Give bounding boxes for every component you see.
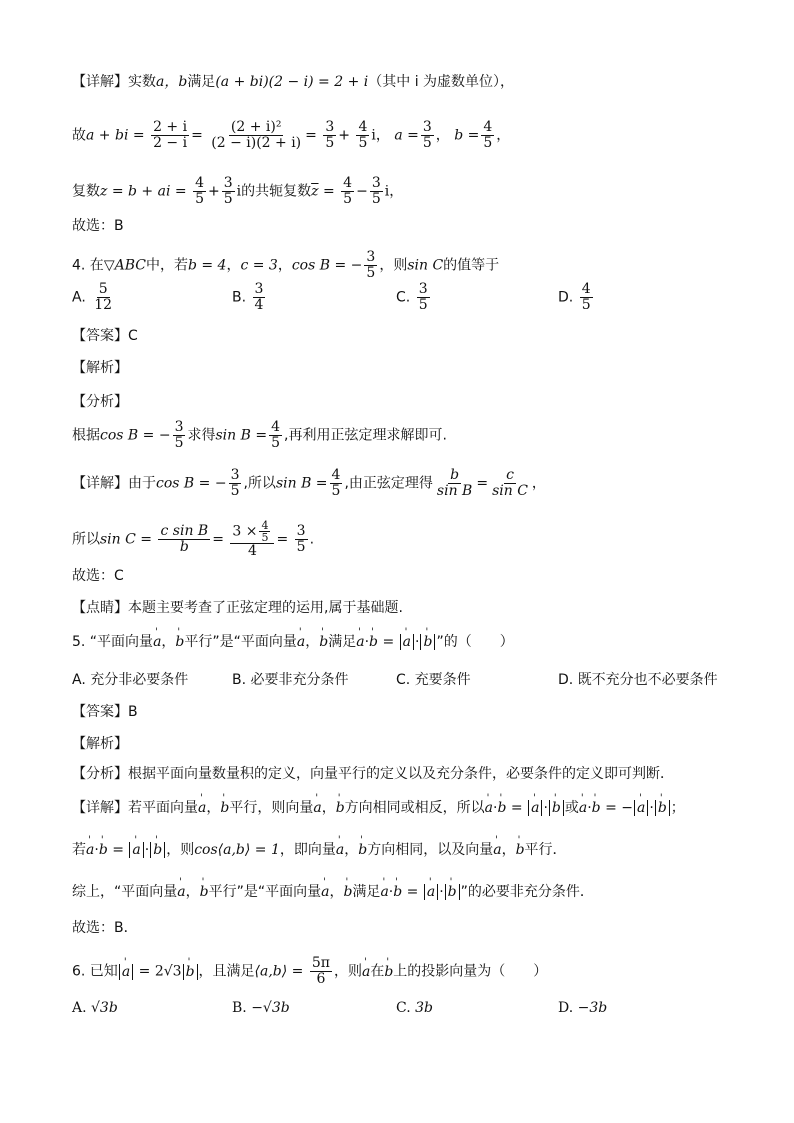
q4-option-d: D. $\frac{4}{5}$ [558, 281, 591, 313]
q5-summary: 综上，“平面向量' a，' b平行”是“平面向量' a，' b满足' a·' b = ' a · ' b ”的必要非充分条件． [72, 882, 594, 902]
line-2: 故a + bi = $\frac{2 + i}{2 - i}$ = $\frac{\text{(2 + i)²}}{(2 - i)(2 + i)}$ = $\frac{3}{5}$ + $\frac{4}{5}$ i， a = $\frac{3}{5}$ ， b = $\frac{4}{5}$ ， [72, 119, 511, 151]
q5-option-a: A. 充分非必要条件 [72, 672, 189, 688]
vars-ab: a，b [156, 74, 188, 90]
q6-option-a: A. √3b [72, 1000, 118, 1016]
fraction: $\frac{2 + i}{2 - i}$ [153, 119, 188, 151]
q5-detail-2: 若' a·' b = ' a · ' b ，则cos⟨a,b⟩ = 1，即向量' a，' b方向相同，以及向量' a，' b平行． [72, 840, 567, 860]
q5-option-c: C. 充要条件 [396, 672, 471, 688]
q4-option-c: C. $\frac{3}{5}$ [396, 281, 428, 313]
line-1: 【详解】实数a，b满足(a + bi)(2 − i) = 2 + i（其中 i 为虚数单位）， [72, 74, 515, 90]
fraction: $\frac{3}{5}$ [325, 119, 335, 151]
tag-detail: 【详解】 [72, 74, 128, 90]
fraction: $\frac{4}{5}$ [358, 119, 368, 151]
q4-answer: 【答案】C [72, 328, 138, 344]
q4-pick: 故选：C [72, 568, 124, 584]
q4-fenxi-text: 根据cos B = − $\frac{3}{5}$ 求得sin B = $\frac{4}{5}$ ,再利用正弦定理求解即可. [72, 419, 447, 451]
line-3: 复数z = b + ai = $\frac{4}{5}$ + $\frac{3}{5}$ i的共轭复数$\overline{z}$ = $\frac{4}{5}$ − $\frac{3}{5}$ i， [72, 175, 404, 207]
q5-option-d: D. 既不充分也不必要条件 [558, 672, 718, 688]
q4-jiexi: 【解析】 [72, 360, 128, 376]
q5-answer: 【答案】B [72, 704, 138, 720]
question-5: 5. “平面向量' a，' b平行”是“平面向量' a，' b满足' a·' b = ' a · ' b ”的（ ） [72, 632, 514, 652]
fraction: $\frac{\text{(2 + i)²}}{(2 - i)(2 + i)}$ [211, 119, 302, 151]
q4-option-b: B. $\frac{3}{4}$ [232, 281, 264, 313]
q5-pick: 故选：B． [72, 920, 138, 936]
question-4: 4. 在▽ABC中，若b = 4，c = 3，cos B = − $\frac{3}{5}$ ，则sin C的值等于 [72, 249, 500, 281]
q4-note: 【点睛】本题主要考查了正弦定理的运用,属于基础题. [72, 600, 403, 616]
question-6: 6. 已知 ' a = 2√3 ' b ，且满足⟨a,b⟩ = $\frac{5\pi}{6}$ ，则' a在' b上的投影向量为（ ） [72, 956, 547, 987]
q6-option-b: B. −√3b [232, 1000, 290, 1016]
q5-detail-1: 【详解】若平面向量' a，' b平行，则向量' a，' b方向相同或相反，所以' a·' b = ' a · ' b 或' a·' b = − ' a · ' b ； [72, 798, 685, 818]
q5-fenxi: 【分析】根据平面向量数量积的定义，向量平行的定义以及充分条件，必要条件的定义即可判断． [72, 766, 674, 782]
q6-option-c: C. 3b [396, 1000, 433, 1016]
q6-option-d: D. −3b [558, 1000, 608, 1016]
q4-so: 所以sin C = $\frac{\text{c sin B}}{b}$ = 3 × $\frac{4}{5}$ 4 = $\frac{3}{5}$ . [72, 519, 315, 559]
q4-option-a: A. $\frac{5}{12}$ [72, 281, 113, 313]
q4-detail: 【详解】由于cos B = − $\frac{3}{5}$ ,所以sin B = $\frac{4}{5}$ ,由正弦定理得 $\frac{b}{\text{sin B}}$ = $\frac{c}{\text{sin C}}$ ， [72, 467, 546, 499]
q5-jiexi: 【解析】 [72, 736, 128, 752]
q5-option-b: B. 必要非充分条件 [232, 672, 349, 688]
q4-fenxi: 【分析】 [72, 394, 128, 410]
eq-complex: (a + bi)(2 − i) = 2 + i [215, 74, 369, 90]
pick-line: 故选：B [72, 218, 124, 234]
